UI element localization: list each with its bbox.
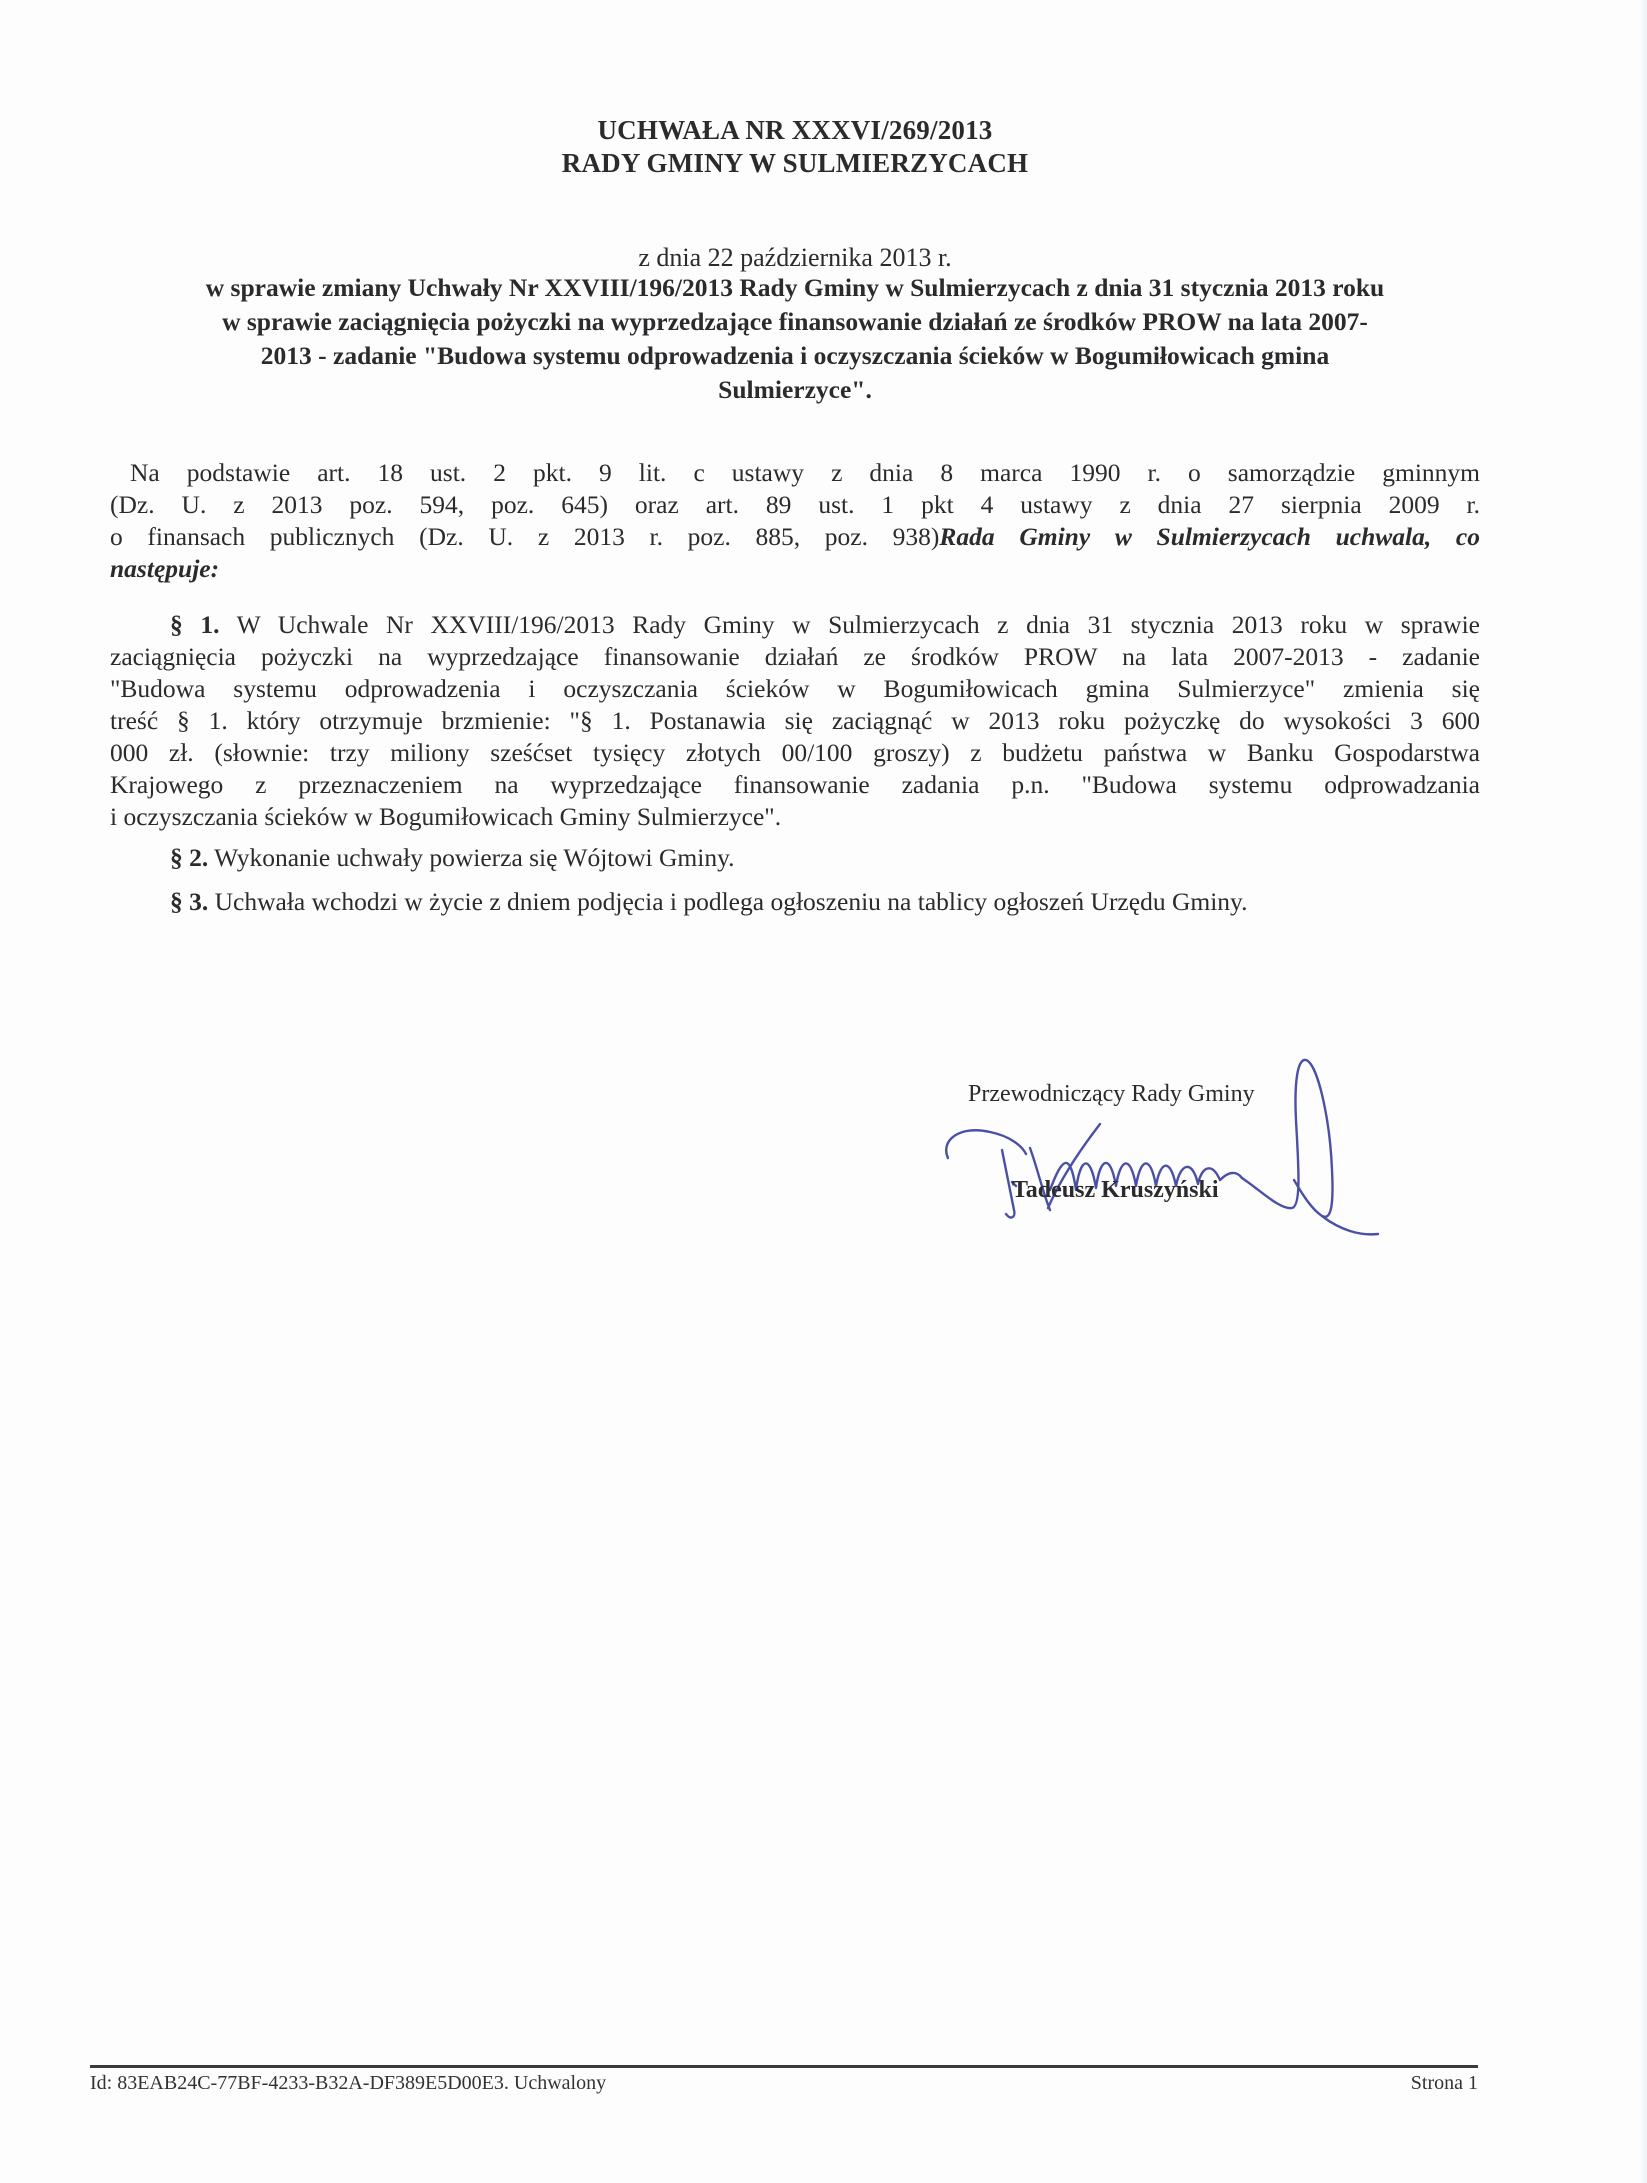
paragraph-number: § 1. — [170, 610, 220, 639]
paragraph-number: § 3. — [170, 887, 209, 916]
preamble-line-with-emphasis — [110, 521, 1480, 553]
signature-stroke-flourish — [1242, 1060, 1378, 1235]
preamble-line-last — [110, 553, 1480, 585]
paragraph-1-line — [110, 609, 1480, 641]
paragraph-1-text: W Uchwale Nr XXVIII/196/2013 Rady Gminy w Sulmierzycach z dnia 31 stycznia 2013 roku w sprawie — [236, 610, 1481, 639]
paragraph-1-line: Krajowego z przeznaczeniem na wyprzedzające finansowanie zadania p.n. "Budowa systemu odprowadzania — [110, 770, 1480, 799]
paragraph-2-text: Wykonanie uchwały powierza się Wójtowi Gminy. — [214, 843, 735, 872]
paragraph-number: § 2. — [170, 843, 209, 872]
subject-line: w sprawie zmiany Uchwały Nr XXVIII/196/2013 Rady Gminy w Sulmierzycach z dnia 31 stycznia 2013 roku — [205, 273, 1385, 302]
paragraph-3-text: Uchwała wchodzi w życie z dniem podjęcia i podlega ogłoszeniu na tablicy ogłoszeń Urzędu Gminy. — [214, 887, 1248, 916]
resolution-title — [0, 114, 1590, 180]
subject-line: Sulmierzyce". — [718, 375, 872, 404]
council-resolves-text: Rada Gminy w Sulmierzycach uchwala, co — [939, 522, 1480, 551]
footer-divider — [90, 2065, 1478, 2068]
paragraph-1-line: 000 zł. (słownie: trzy miliony sześćset tysięcy złotych 00/100 groszy) z budżetu państwa w Banku Gospodarstwa — [110, 738, 1480, 767]
paragraph-1 — [110, 609, 1480, 833]
legal-basis-preamble — [110, 457, 1480, 585]
page-number: Strona 1 — [1410, 2072, 1478, 2094]
preamble-line: (Dz. U. z 2013 poz. 594, poz. 645) oraz art. 89 ust. 1 pkt 4 ustawy z dnia 27 sierpnia 2009 r. — [110, 490, 1480, 519]
resolution-subject — [110, 271, 1480, 407]
signatory-name: Tadeusz Kruszyński — [1012, 1177, 1219, 1203]
paragraph-2 — [170, 842, 735, 874]
preamble-line: o finansach publicznych (Dz. U. z 2013 r. poz. 885, poz. 938) — [110, 522, 940, 551]
signatory-role: Przewodniczący Rady Gminy — [968, 1081, 1255, 1107]
subject-line: w sprawie zaciągnięcia pożyczki na wyprzedzające finansowanie działań ze środków PROW na lata 2007- — [222, 307, 1368, 336]
document-id: Id: 83EAB24C-77BF-4233-B32A-DF389E5D00E3. Uchwalony — [90, 2072, 607, 2094]
scan-edge-shadow — [1639, 0, 1647, 2183]
signature-stroke-initial — [946, 1130, 1026, 1217]
paragraph-3 — [170, 886, 1248, 918]
paragraph-1-line: "Budowa systemu odprowadzenia i oczyszczania ścieków w Bogumiłowicach gmina Sulmierzyce" zmienia się — [110, 674, 1480, 703]
title-line-1: UCHWAŁA NR XXXVI/269/2013 — [597, 115, 993, 145]
as-follows-text: następuje: — [110, 554, 220, 583]
handwritten-signature — [930, 1040, 1390, 1240]
paragraph-1-line: treść § 1. który otrzymuje brzmienie: "§ 1. Postanawia się zaciągnąć w 2013 roku pożyczkę do wysokości 3 600 — [110, 706, 1480, 735]
paragraph-1-line: zaciągnięcia pożyczki na wyprzedzające finansowanie działań ze środków PROW na lata 2007-2013 - zadanie — [110, 642, 1480, 671]
preamble-line: Na podstawie art. 18 ust. 2 pkt. 9 lit. c ustawy z dnia 8 marca 1990 r. o samorządzie gminnym — [130, 458, 1480, 487]
paragraph-1-line: i oczyszczania ścieków w Bogumiłowicach Gminy Sulmierzyce". — [110, 802, 782, 831]
resolution-date: z dnia 22 października 2013 r. — [638, 243, 952, 272]
subject-line: 2013 - zadanie "Budowa systemu odprowadzenia i oczyszczania ścieków w Bogumiłowicach gmina — [260, 341, 1330, 370]
title-line-2: RADY GMINY W SULMIERZYCACH — [561, 148, 1029, 178]
